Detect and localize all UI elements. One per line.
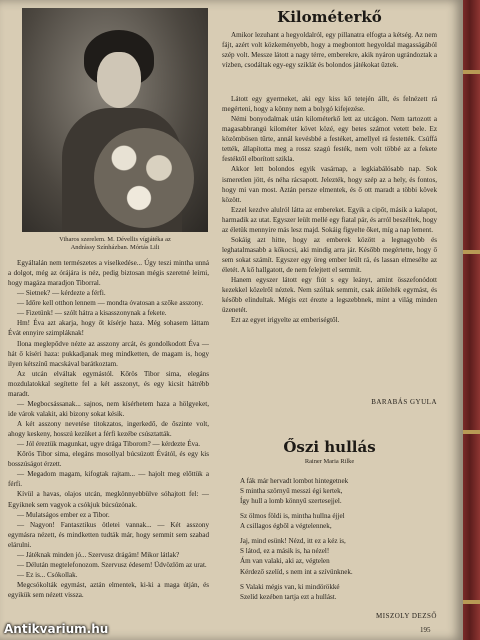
poem-subtitle: Rainer Maria Rilke: [304, 458, 355, 465]
poem-stanza: [240, 511, 440, 531]
spine-band: [463, 600, 480, 604]
poem-stanza: [240, 536, 440, 576]
story-paragraph: — Fizetünk! — szólt hátra a kisasszonynak a fekete.: [17, 309, 167, 318]
story-paragraph: — Sietnek? — kérdezte a férfi.: [17, 289, 106, 298]
poem-line: Így hull a lomb könnyű szertesejjel.: [240, 497, 342, 506]
book-spine: [463, 0, 480, 640]
story-paragraph: Kőrös Tibor sima, elegáns mosollyal búcsúzott Évától, és egy kis bosszúságot érzett.: [8, 450, 209, 469]
poem-line: Sz ölmos földi is, mintha hullna éjjel: [240, 512, 345, 521]
article-intro: [222, 30, 437, 92]
poem-body: [240, 476, 440, 607]
photo-caption-line-2: Andrássy Színházban. Mórtás Lili: [70, 244, 160, 252]
article-author: BARABÁS GYULA: [371, 398, 437, 406]
photo-face-shape: [97, 52, 141, 108]
story-paragraph: — Időre kell otthon lennem — mondta óvatosan a szőke asszony.: [17, 299, 204, 308]
article-intro-paragraph: Amikor lezuhant a hegyoldalról, egy pillanatra elfogta a kétség. Az nem fájt, azért volt közkeményebb, hogy a megbontott hegyoldal magasságából szép volt. Messze látott a nagy térre, emberekre, akik nyáron ugrándoztak a vízben, csodáltak egy-egy sziklát és bolondos játékokat űztek.: [222, 31, 437, 70]
spine-band: [463, 430, 480, 434]
poem-line: Jaj, mind esünk! Nézd, itt ez a kéz is,: [240, 537, 346, 546]
article-paragraph: Akkor lett bolondos egyik vasárnap, a legkiabálósabb nap. Sok ismeretlen jött, és néha rácsapott. Jelezték, hogy szép az a hely, és fontos, hogy mi van most. Aztán persze elmentek, és ő ott maradt a többi kövek között.: [222, 165, 437, 204]
story-paragraph: — Játéknak minden jó... Szervusz drágám! Mikor látlak?: [17, 550, 180, 559]
poem-title: Őszi hullás: [283, 438, 376, 456]
spine-band: [463, 70, 480, 74]
story-paragraph: — Délután megtelefonozom. Szervusz édesem! Üdvözlöm az urat.: [17, 560, 207, 569]
poem-line: A csillagos égből a végtelennek,: [240, 522, 332, 531]
story-paragraph: — Ez is... Csókollak.: [17, 570, 78, 579]
article-paragraph: Némi bonyodalmak után kilométerkő lett az utcágon. Nem tartozott a magasabbrangú kilométer követ közé, egy betes számot vetett bele. Ez közömbösen tűrte, annál kevésbbé a festéket, amellyel rá festették. Csúffá tették, állapította meg a rossz szagú festék, nem volt többé az a fekete festéktől elborított szikla.: [222, 115, 437, 164]
photo-caption-line-1: Viharos szerelem. M. Dévellis vígjátéka az: [59, 236, 171, 243]
article-title: Kilométerkő: [277, 8, 382, 26]
page-number: 195: [420, 626, 431, 634]
story-paragraph: — Megbocsássanak... sajnos, nem kísérhetem haza a hölgyeket, ide várok valakit, aki bizony sokat késik.: [8, 399, 209, 418]
story-paragraph: — Nagyon! Fantasztikus ötletei vannak... — Két asszony egymásra nézett, és mindketten tudták már, hogy semmit sem szabad elárulni.: [8, 520, 209, 549]
story-paragraph: Az utcán elváltak egymástól. Kőrös Tibor sima, elegáns mozdulatokkal segítette fel a két asszonyt, és egy kicsit hátrébb maradt.: [8, 369, 209, 398]
poem-translator: MISZOLY DEZSŐ: [376, 612, 437, 620]
story-paragraph: Egyáltalán nem természetes a viselkedése... Úgy teszi mintha unná a dolgot, még az órájára is néz, pedig biztosan mégis szeretné leírni, hogy magáza maradjon Tiborral.: [8, 259, 209, 288]
poem-line: A fák már hervadt lombot hintegetnek: [240, 477, 349, 485]
article-paragraph: Hanem egyszer látott egy fiút s egy leányt, amint összefonódott kezekkel közelről néztek. Nem szóltak semmit, csak átölelték egymást, és később elindultak. Mégis ezt érezte a legszebbnek, mint a világ minden üzenetét.: [222, 276, 437, 315]
poem-line: S mintha szörnyű messzi égi kertek,: [240, 487, 343, 496]
story-paragraph: — Mulatságos ember ez a Tibor.: [17, 510, 110, 519]
poem-line: Kérdező szelíd, s nem int a szívünknek.: [240, 567, 353, 576]
poem-line: S Valaki mégis van, ki mindörökké: [240, 582, 340, 591]
story-paragraph: — Megadom magam, kifogtak rajtam... — hajolt meg előttük a férfi.: [8, 470, 209, 489]
poem-line: S látod, ez a másik is, ha nézel!: [240, 547, 330, 556]
story-paragraph: Ilona meglepődve nézte az asszony arcát, és gondolkodott Éva — hát ő kíséri haza: pukkadjanak meg mindketten, de magam is, hogy ilyen kétszínű macskával barátkoztam.: [8, 339, 209, 368]
spine-band: [463, 250, 480, 254]
poem-line: Szelíd kezében tartja ezt a hullást.: [240, 592, 337, 601]
story-paragraph: A két asszony nevetése titokzatos, ingerkedő, de őszinte volt, ahogy keskeny, hosszú kezüket a férfi kezébe csúsztatták.: [8, 420, 209, 439]
article-column: [222, 94, 437, 392]
poem-stanza: [240, 476, 440, 506]
watermark-text: Antikvarium.hu: [4, 622, 109, 636]
story-paragraph: Hm! Éva azt akarja, hogy őt kísérje haza. Még sohasem láttam Évát ennyire szimpláknak!: [8, 319, 209, 338]
portrait-photo: [22, 8, 208, 232]
story-paragraph: — Jól éreztük magunkat, ugye drága Tiborom? — kérdezte Éva.: [17, 440, 201, 449]
story-column: [8, 258, 209, 624]
article-paragraph: Sokáig azt hitte, hogy az emberek között a legnagyobb és leghatalmasabb a kőkocsi, aki mindig arra jár. Később megértette, hogy ő sem sokat számít. Egyszer egy öreg ember leült rá, és lassan elmesélte az életét. A kő hallgatott, de nem felejtett el semmit.: [222, 235, 437, 275]
article-paragraph: Ezzel kezdve alulról látta az embereket. Egyik a cipőt, másik a kalapot, harmadik az utat. Egyszer leült mellé egy fiatal pár, és arról beszéltek, hogy az életük mennyire más lesz majd. Sokáig figyelte őket, míg a nap lement.: [222, 205, 437, 234]
story-paragraph: Kívül a havas, olajos utcán, megkönnyebbülve sóhajtott fel: — Egyiknek sem vagyok a csókjuk búcsúzónak.: [8, 490, 209, 509]
photo-caption: [22, 236, 208, 253]
poem-line: Ám van valaki, aki az, végtelen: [240, 557, 330, 566]
story-paragraph: Megcsókolták egymást, aztán elmentek, ki-ki a maga útján, és egyikük sem nézett vissza.: [8, 581, 209, 600]
article-paragraph: Ezt az egyet irigyelte az emberiségtől.: [231, 316, 340, 325]
article-paragraph: Látott egy gyermeket, aki egy kiss kő tetején állt, és felnézett rá megérteni, hogy a könny nem a bolygó kifejezése.: [222, 95, 437, 114]
photo-flowers-shape: [94, 128, 194, 228]
poem-stanza: [240, 582, 440, 602]
